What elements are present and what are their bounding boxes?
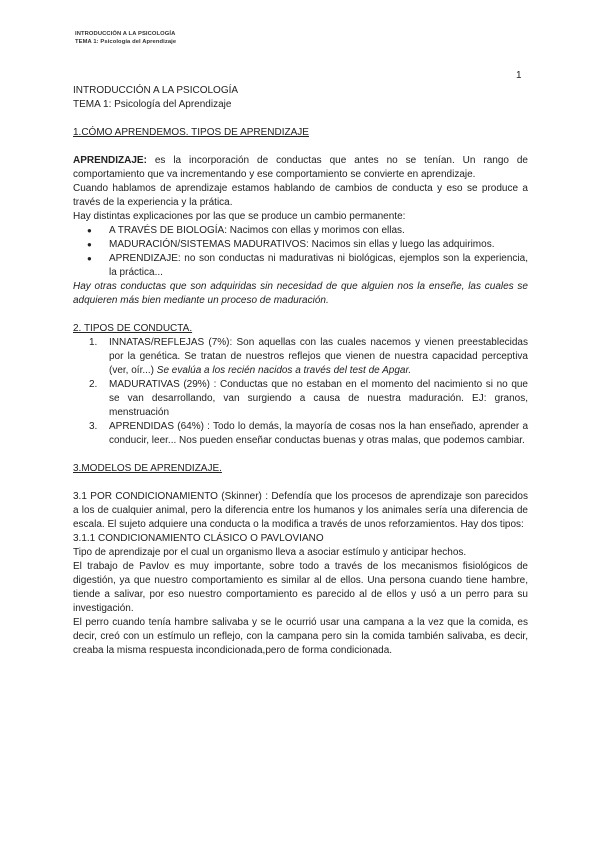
definition-paragraph <box>73 154 528 182</box>
list-item: ● APRENDIZAJE: no son conductas ni madurativas ni biológicas, ejemplos son la experiencia, la práctica... <box>87 253 528 278</box>
behavior-types-list <box>73 336 528 448</box>
italic-note: Hay otras conductas que son adquiridas sin necesidad de que alguien nos la enseñe, las cuales se adquieren más bien mediante un proceso de maduración. <box>73 281 528 306</box>
running-header-topic: TEMA 1: Psicología del Aprendizaje <box>75 39 177 45</box>
doc-subtitle: TEMA 1: Psicología del Aprendizaje <box>73 99 232 110</box>
bullet-icon: ● <box>87 254 92 263</box>
definition-text: es la incorporación de conductas que antes no se tenían. Un rango de comportamiento que va incrementando y ese comportamiento se convierte en aprendizaje. <box>73 155 528 180</box>
running-header-course: INTRODUCCIÓN A LA PSICOLOGÍA <box>75 31 176 37</box>
list-item: 2. MADURATIVAS (29%) : Conductas que no estaban en el momento del nacimiento si no que se van desarrollando, van surgiendo a causa de nuestra maduración. EJ: granos, menstruación <box>89 379 528 418</box>
section1-paragraph-3: Hay distintas explicaciones por las que se produce un cambio permanente: <box>73 211 406 222</box>
section3-paragraph-3: El trabajo de Pavlov es muy importante, sobre todo a través de los mecanismos fisiológicos de digestión, ya que nuestro comportamiento es similar al de ellos. Una persona cuando tiene hambre, tiende a salivar, por eso nuestro comportamiento es parecido al de ellos y usó a un perro para su investigación. <box>73 561 528 614</box>
document-body <box>73 84 528 658</box>
section1-paragraph-2: Cuando hablamos de aprendizaje estamos hablando de cambios de conducta y eso se produce a través de la experiencia y la prática. <box>73 183 528 208</box>
list-item: 3. APRENDIDAS (64%) : Todo lo demás, la mayoría de cosas nos la han enseñado, aprender a conducir, leer... Nos pueden enseñar conductas buenas y otras malas, que podemos cambiar. <box>89 421 528 446</box>
bullet-icon: ● <box>87 226 92 235</box>
definition-term: APRENDIZAJE: <box>73 155 147 166</box>
section3-heading: 3.MODELOS DE APRENDIZAJE. <box>73 463 222 474</box>
section3-paragraph-1: 3.1 POR CONDICIONAMIENTO (Skinner) : Defendía que los procesos de aprendizaje son parecidos a los de cualquier animal, pero la diferencia entre los humanos y los animales sería una diferencia de escala. El sujeto adquiere una conducta o la modifica a través de unos reforzamientos. Hay dos tipos: <box>73 491 528 530</box>
page-number: 1 <box>516 70 522 81</box>
running-header <box>75 30 176 46</box>
section3-subheading: 3.1.1 CONDICIONAMIENTO CLÁSICO O PAVLOVIANO <box>73 533 324 544</box>
section3-paragraph-2: Tipo de aprendizaje por el cual un organismo lleva a asociar estímulo y anticipar hechos. <box>73 547 467 558</box>
doc-title: INTRODUCCIÓN A LA PSICOLOGÍA <box>73 85 239 96</box>
bullet-icon: ● <box>87 240 92 249</box>
list-item: 1. INNATAS/REFLEJAS (7%): Son aquellas con las cuales nacemos y vienen preestablecidas por la genética. Se tratan de nuestros reflejos que vienen de nuestra capacidad perceptiva (ver, oír...) Se evalúa a los recién nacidos a través del test de Apgar. <box>89 337 528 376</box>
list-item: ● MADURACIÓN/SISTEMAS MADURATIVOS: Nacimos sin ellas y luego las adquirimos. <box>87 239 495 250</box>
section1-heading: 1.CÓMO APRENDEMOS. TIPOS DE APRENDIZAJE <box>73 127 309 138</box>
list-item: ● A TRAVÉS DE BIOLOGÍA: Nacimos con ellas y morimos con ellas. <box>87 225 405 236</box>
section3-paragraph-4: El perro cuando tenía hambre salivaba y se le ocurrió usar una campana a la vez que la comida, es decir, creó con un estímulo un reflejo, con la campana pero sin la comida también salivaba, es decir, creaba la misma respuesta incondicionada,pero de forma condicionada. <box>73 617 528 656</box>
causes-list <box>73 224 528 280</box>
section2-heading: 2. TIPOS DE CONDUCTA. <box>73 323 193 334</box>
